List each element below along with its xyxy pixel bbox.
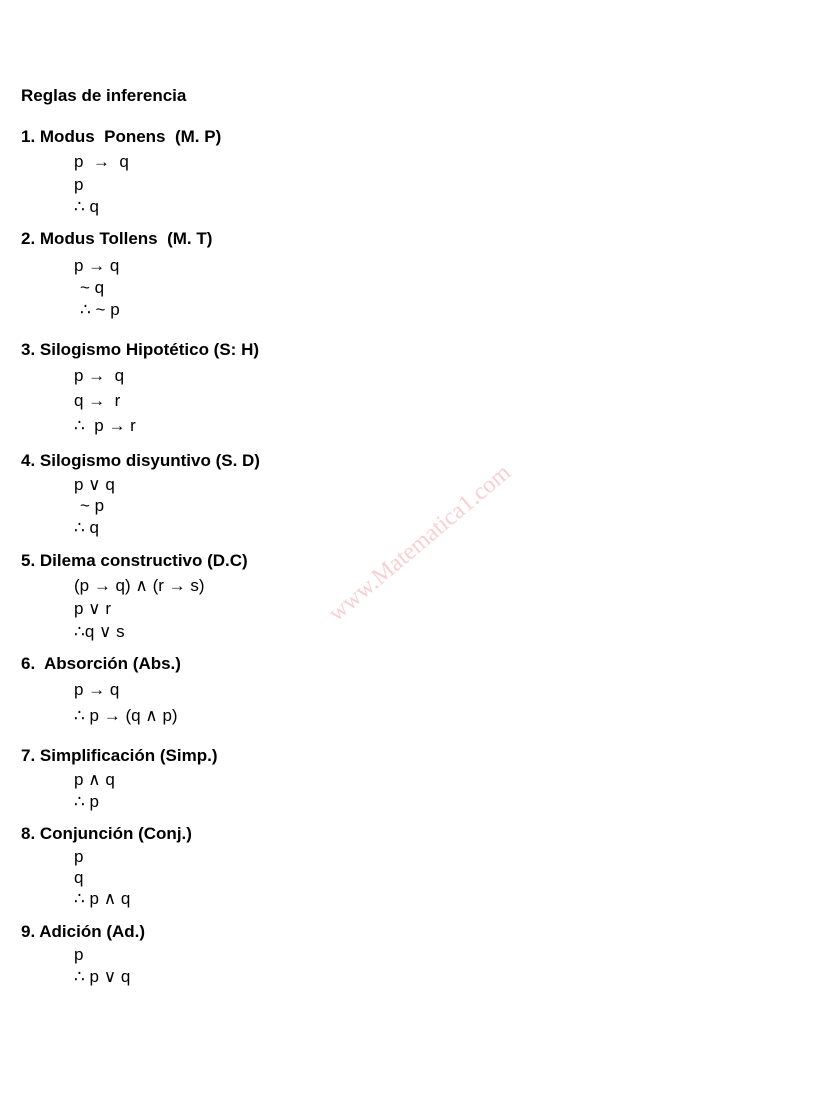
- rule-2-heading: 2. Modus Tollens (M. T): [21, 229, 213, 248]
- rule-3-premise-2: q → r: [74, 391, 121, 410]
- rule-4-conclusion: ∴ q: [74, 518, 99, 537]
- rule-1-premise-1: p → q: [74, 152, 129, 171]
- rule-1-premise-2: p: [74, 175, 84, 194]
- rule-7-premise-1: p ∧ q: [74, 770, 115, 789]
- rule-8-premise-1: p: [74, 847, 84, 866]
- rule-8-conclusion: ∴ p ∧ q: [74, 889, 131, 908]
- rule-1-heading: 1. Modus Ponens (M. P): [21, 127, 222, 146]
- rule-4-premise-1: p ∨ q: [74, 475, 115, 494]
- rule-6-heading: 6. Absorción (Abs.): [21, 654, 181, 673]
- rule-4-heading: 4. Silogismo disyuntivo (S. D): [21, 451, 260, 470]
- rule-6-premise-1: p → q: [74, 680, 120, 699]
- rule-3-premise-1: p → q: [74, 366, 125, 385]
- rule-9-conclusion: ∴ p ∨ q: [74, 967, 131, 986]
- page-title: Reglas de inferencia: [21, 86, 187, 105]
- rule-1-conclusion: ∴ q: [74, 197, 99, 216]
- rule-9-premise-1: p: [74, 945, 84, 964]
- rule-2-premise-1: p → q: [74, 256, 120, 275]
- rule-8-premise-2: q: [74, 868, 84, 887]
- rule-4-premise-2: ~ p: [80, 496, 105, 515]
- watermark-text: www.Matematica1.com: [323, 459, 516, 627]
- rule-5-heading: 5. Dilema constructivo (D.C): [21, 551, 248, 570]
- rule-5-conclusion: ∴q ∨ s: [74, 622, 125, 641]
- rule-7-conclusion: ∴ p: [74, 792, 99, 811]
- rule-5-premise-2: p ∨ r: [74, 599, 112, 618]
- rule-9-heading: 9. Adición (Ad.): [21, 922, 146, 941]
- rule-3-heading: 3. Silogismo Hipotético (S: H): [21, 340, 260, 359]
- rule-2-premise-2: ~ q: [80, 278, 105, 297]
- rule-7-heading: 7. Simplificación (Simp.): [21, 746, 218, 765]
- rule-6-conclusion: ∴ p → (q ∧ p): [74, 706, 178, 725]
- rule-3-conclusion: ∴ p → r: [74, 416, 136, 435]
- rule-5-premise-1: (p → q) ∧ (r → s): [74, 576, 205, 595]
- rule-2-conclusion: ∴ ~ p: [80, 300, 120, 319]
- rule-8-heading: 8. Conjunción (Conj.): [21, 824, 192, 843]
